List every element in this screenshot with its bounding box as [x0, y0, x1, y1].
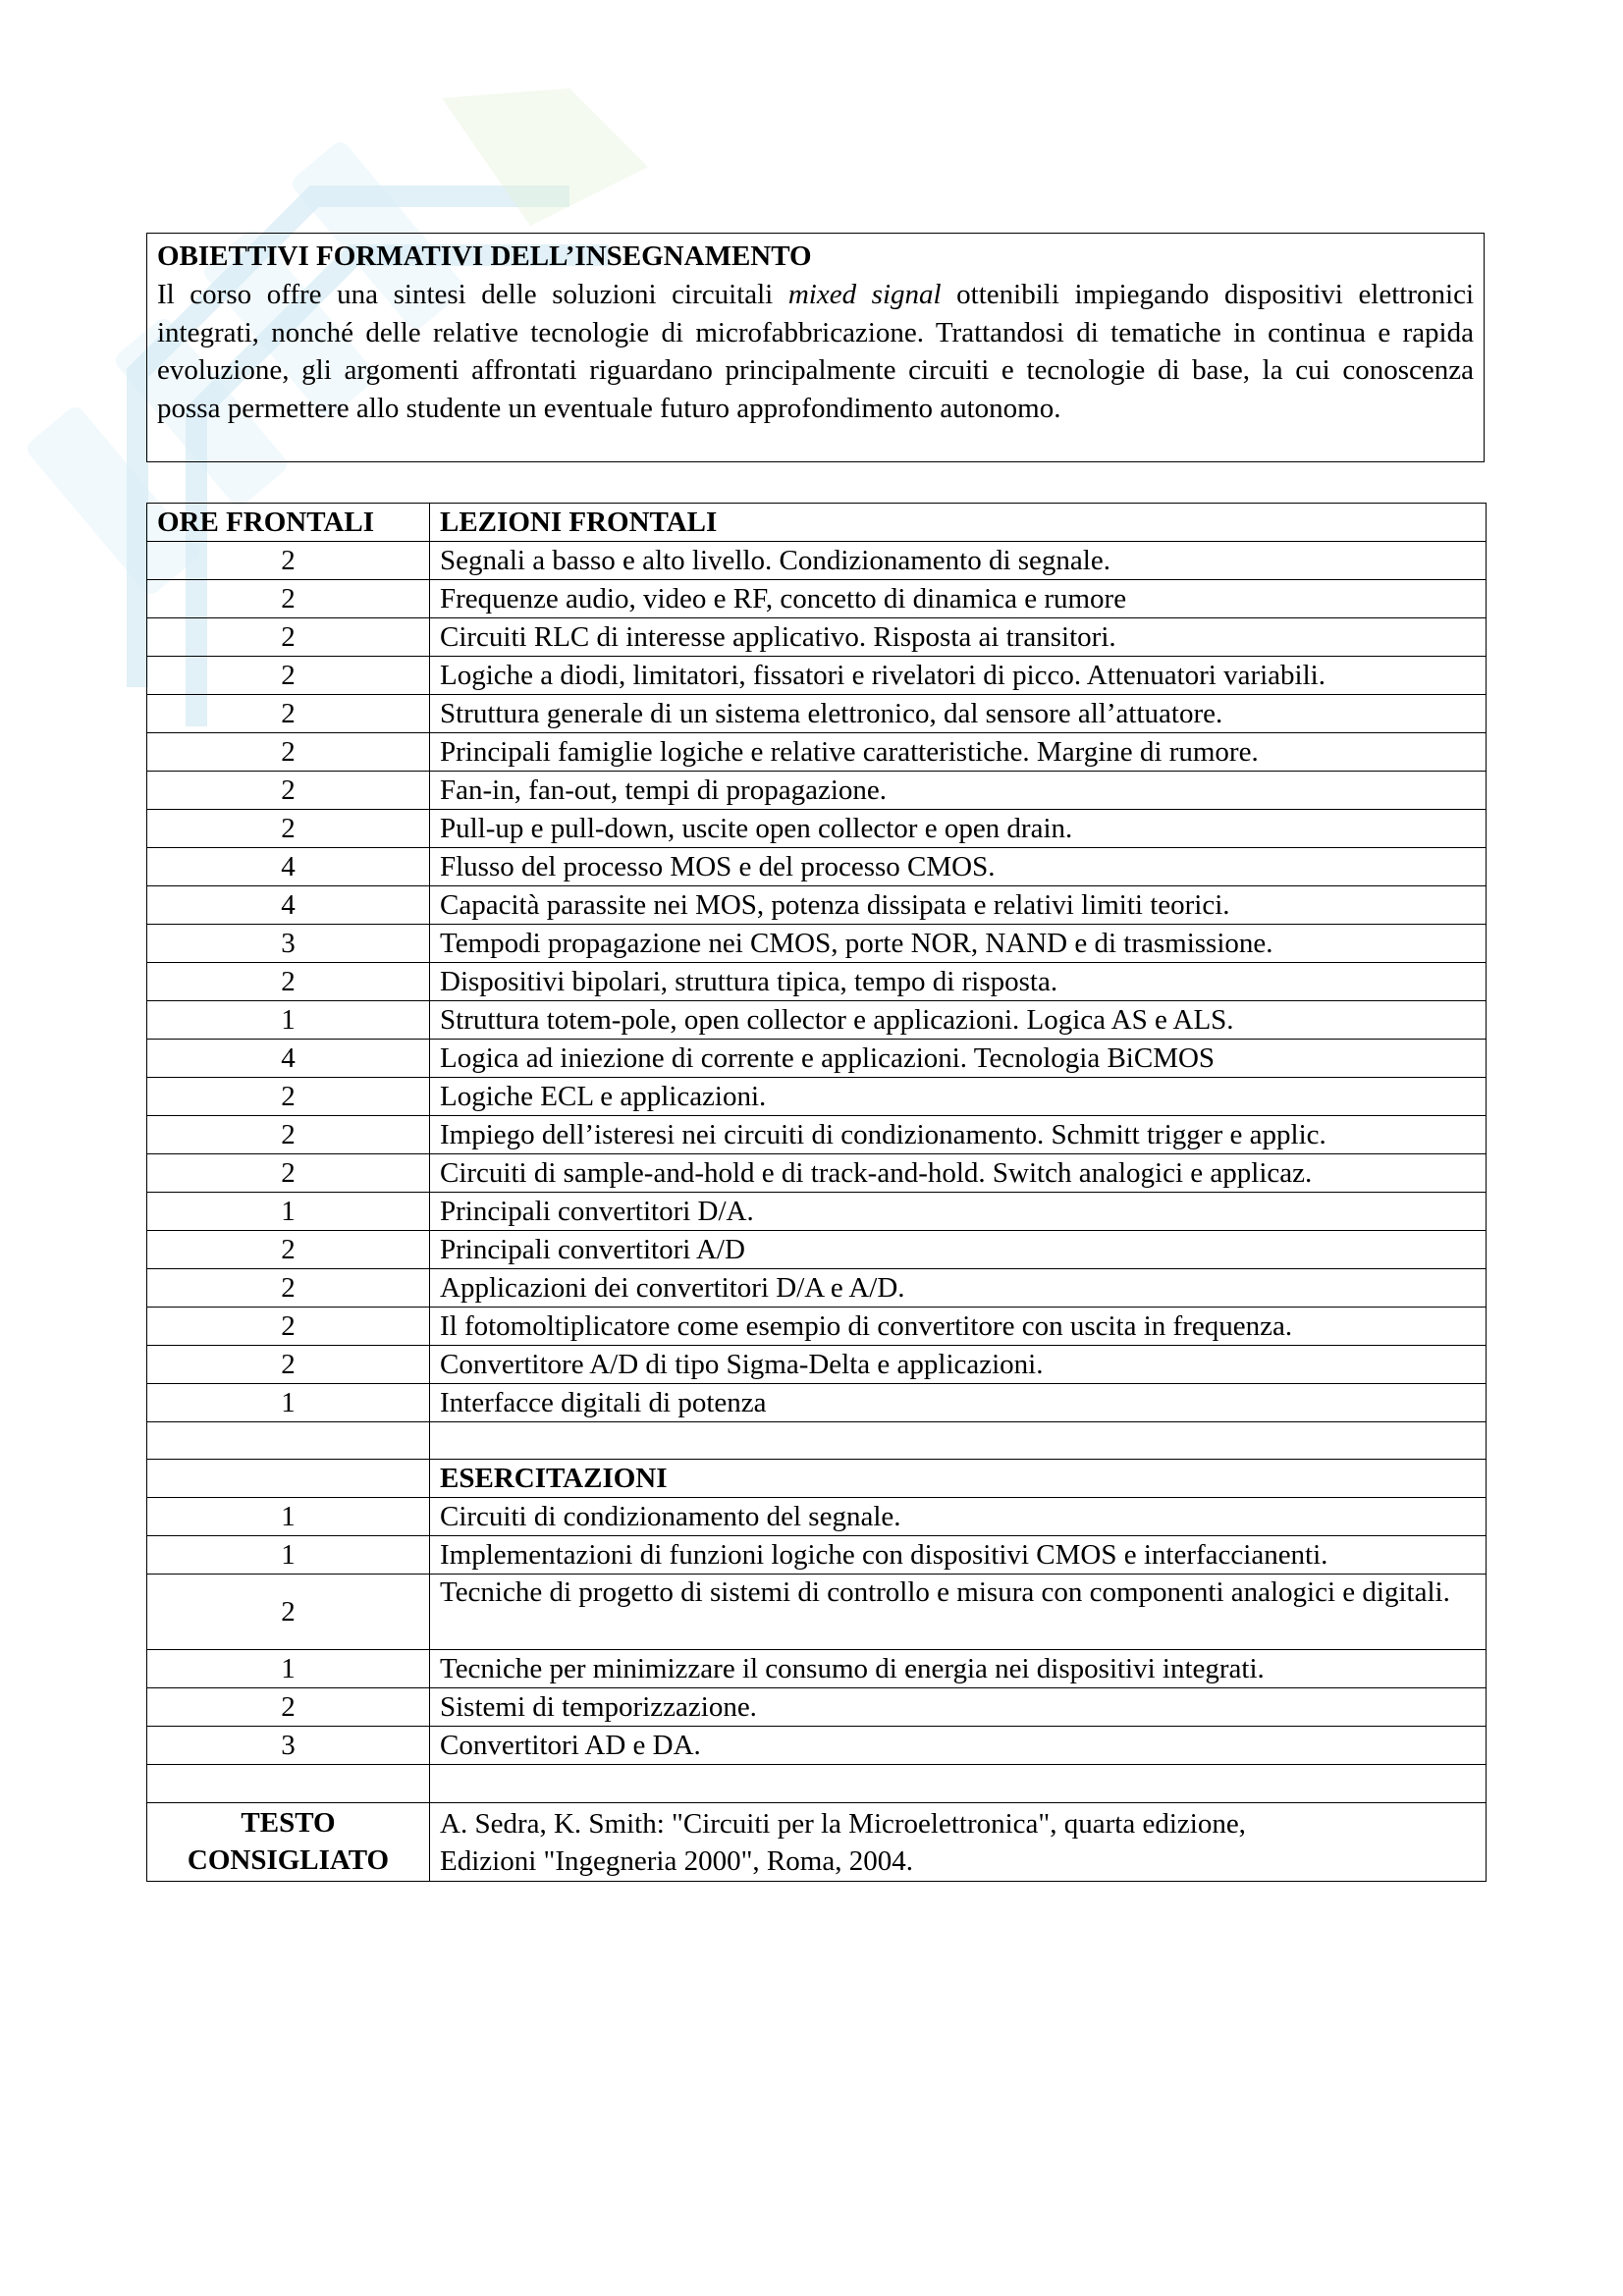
table-row [147, 1346, 1487, 1384]
hours-cell: 4 [147, 848, 430, 886]
topic-cell: Implementazioni di funzioni logiche con dispositivi CMOS e interfaccianenti. [430, 1536, 1487, 1575]
topic-cell: Il fotomoltiplicatore come esempio di convertitore con uscita in frequenza. [430, 1308, 1487, 1346]
table-row [147, 1536, 1487, 1575]
table-row [147, 1575, 1487, 1650]
table-row [147, 925, 1487, 963]
hours-cell: 2 [147, 1116, 430, 1154]
hours-cell: 2 [147, 657, 430, 695]
table-row [147, 695, 1487, 733]
topic-cell: Flusso del processo MOS e del processo CMOS. [430, 848, 1487, 886]
hours-cell: 2 [147, 1231, 430, 1269]
hours-cell: 1 [147, 1001, 430, 1040]
hours-cell: 2 [147, 1575, 430, 1650]
topic-cell: Convertitore A/D di tipo Sigma-Delta e applicazioni. [430, 1346, 1487, 1384]
topic-cell: Impiego dell’isteresi nei circuiti di condizionamento. Schmitt trigger e applic. [430, 1116, 1487, 1154]
hours-cell: 2 [147, 695, 430, 733]
topic-cell: Principali famiglie logiche e relative caratteristiche. Margine di rumore. [430, 733, 1487, 772]
topic-cell: Principali convertitori A/D [430, 1231, 1487, 1269]
hours-cell: 2 [147, 733, 430, 772]
topic-cell: Pull-up e pull-down, uscite open collector e open drain. [430, 810, 1487, 848]
empty-row [147, 1422, 1487, 1460]
table-row [147, 1193, 1487, 1231]
table-row [147, 1308, 1487, 1346]
hours-cell: 2 [147, 1269, 430, 1308]
empty-cell [147, 1765, 430, 1802]
empty-cell [147, 1460, 430, 1498]
table-row [147, 1116, 1487, 1154]
objectives-text-part2: ottenibili impiegando dispositivi elettronici integrati, nonché delle relative tecnologie di microfabbricazione. Trattandosi di tematiche in continua e rapida evoluzione, gli argomenti affrontati riguardano principalmente circuiti e tecnologie di base, la cui conoscenza possa permettere allo studente un eventuale futuro approfondimento autonomo. [157, 278, 1474, 425]
table-row [147, 810, 1487, 848]
topic-cell: Struttura generale di un sistema elettronico, dal sensore all’attuatore. [430, 695, 1487, 733]
table-row [147, 1384, 1487, 1422]
table-row [147, 772, 1487, 810]
hours-cell: 2 [147, 542, 430, 580]
topic-cell: Tecniche per minimizzare il consumo di energia nei dispositivi integrati. [430, 1650, 1487, 1688]
topic-cell: Frequenze audio, video e RF, concetto di dinamica e rumore [430, 580, 1487, 618]
hours-cell: 1 [147, 1498, 430, 1536]
hours-cell: 1 [147, 1536, 430, 1575]
table-row [147, 542, 1487, 580]
hours-cell: 3 [147, 925, 430, 963]
topic-cell: Fan-in, fan-out, tempi di propagazione. [430, 772, 1487, 810]
hours-cell: 2 [147, 580, 430, 618]
hours-cell: 4 [147, 886, 430, 925]
textbook-label-line1: TESTO [241, 1807, 336, 1840]
hours-cell: 1 [147, 1193, 430, 1231]
topic-cell: Logica ad iniezione di corrente e applicazioni. Tecnologia BiCMOS [430, 1040, 1487, 1078]
table-row [147, 848, 1487, 886]
empty-cell [430, 1765, 1487, 1802]
table-row [147, 1727, 1487, 1765]
syllabus-table [146, 503, 1487, 1882]
hours-cell: 2 [147, 1346, 430, 1384]
hours-cell: 2 [147, 963, 430, 1001]
exercises-header: ESERCITAZIONI [430, 1460, 1487, 1498]
hours-cell: 2 [147, 1688, 430, 1727]
exercises-header-row [147, 1460, 1487, 1498]
topic-cell: Applicazioni dei convertitori D/A e A/D. [430, 1269, 1487, 1308]
table-row [147, 1688, 1487, 1727]
header-hours: ORE FRONTALI [147, 504, 430, 542]
topic-cell: Principali convertitori D/A. [430, 1193, 1487, 1231]
topic-cell: Tempodi propagazione nei CMOS, porte NOR, NAND e di trasmissione. [430, 925, 1487, 963]
hours-cell: 2 [147, 1308, 430, 1346]
table-row [147, 1650, 1487, 1688]
topic-cell: Dispositivi bipolari, struttura tipica, tempo di risposta. [430, 963, 1487, 1001]
topic-cell: Circuiti RLC di interesse applicativo. Risposta ai transitori. [430, 618, 1487, 657]
topic-cell: Convertitori AD e DA. [430, 1727, 1487, 1765]
hours-cell: 1 [147, 1650, 430, 1688]
table-row [147, 580, 1487, 618]
topic-cell: Circuiti di sample-and-hold e di track-and-hold. Switch analogici e applicaz. [430, 1154, 1487, 1193]
topic-cell: Circuiti di condizionamento del segnale. [430, 1498, 1487, 1536]
table-row [147, 1498, 1487, 1536]
textbook-row [147, 1802, 1487, 1881]
empty-cell [147, 1422, 430, 1460]
objectives-title: OBIETTIVI FORMATIVI DELL’INSEGNAMENTO [157, 240, 812, 272]
objectives-text-emphasis: mixed signal [787, 278, 942, 310]
textbook-label-line2: CONSIGLIATO [187, 1844, 390, 1877]
topic-cell: Logiche a diodi, limitatori, fissatori e rivelatori di picco. Attenuatori variabili. [430, 657, 1487, 695]
topic-cell: Tecniche di progetto di sistemi di controllo e misura con componenti analogici e digitali. [430, 1575, 1487, 1650]
table-row [147, 1231, 1487, 1269]
empty-row [147, 1765, 1487, 1802]
objectives-text-part1: Il corso offre una sintesi delle soluzioni circuitali [157, 278, 788, 310]
table-row [147, 657, 1487, 695]
table-row [147, 963, 1487, 1001]
textbook-reference [430, 1802, 1487, 1881]
topic-cell: Struttura totem-pole, open collector e applicazioni. Logica AS e ALS. [430, 1001, 1487, 1040]
table-row [147, 618, 1487, 657]
table-row [147, 1269, 1487, 1308]
hours-cell: 1 [147, 1384, 430, 1422]
topic-cell: Interfacce digitali di potenza [430, 1384, 1487, 1422]
hours-cell: 2 [147, 618, 430, 657]
table-row [147, 1001, 1487, 1040]
hours-cell: 2 [147, 1154, 430, 1193]
table-row [147, 733, 1487, 772]
objectives-text [157, 276, 1474, 428]
hours-cell: 4 [147, 1040, 430, 1078]
topic-cell: Capacità parassite nei MOS, potenza dissipata e relativi limiti teorici. [430, 886, 1487, 925]
table-row [147, 1154, 1487, 1193]
empty-cell [430, 1422, 1487, 1460]
header-lectures: LEZIONI FRONTALI [430, 504, 1487, 542]
topic-cell: Segnali a basso e alto livello. Condizionamento di segnale. [430, 542, 1487, 580]
textbook-line2: Edizioni "Ingegneria 2000", Roma, 2004. [440, 1844, 913, 1877]
topic-cell: Sistemi di temporizzazione. [430, 1688, 1487, 1727]
hours-cell: 2 [147, 810, 430, 848]
textbook-line1: A. Sedra, K. Smith: "Circuiti per la Microelettronica", quarta edizione, [440, 1807, 1246, 1840]
objectives-box [146, 233, 1485, 462]
textbook-label [147, 1802, 430, 1881]
hours-cell: 2 [147, 772, 430, 810]
hours-cell: 2 [147, 1078, 430, 1116]
hours-cell: 3 [147, 1727, 430, 1765]
table-row [147, 1040, 1487, 1078]
topic-cell: Logiche ECL e applicazioni. [430, 1078, 1487, 1116]
table-header-row [147, 504, 1487, 542]
table-row [147, 886, 1487, 925]
table-row [147, 1078, 1487, 1116]
